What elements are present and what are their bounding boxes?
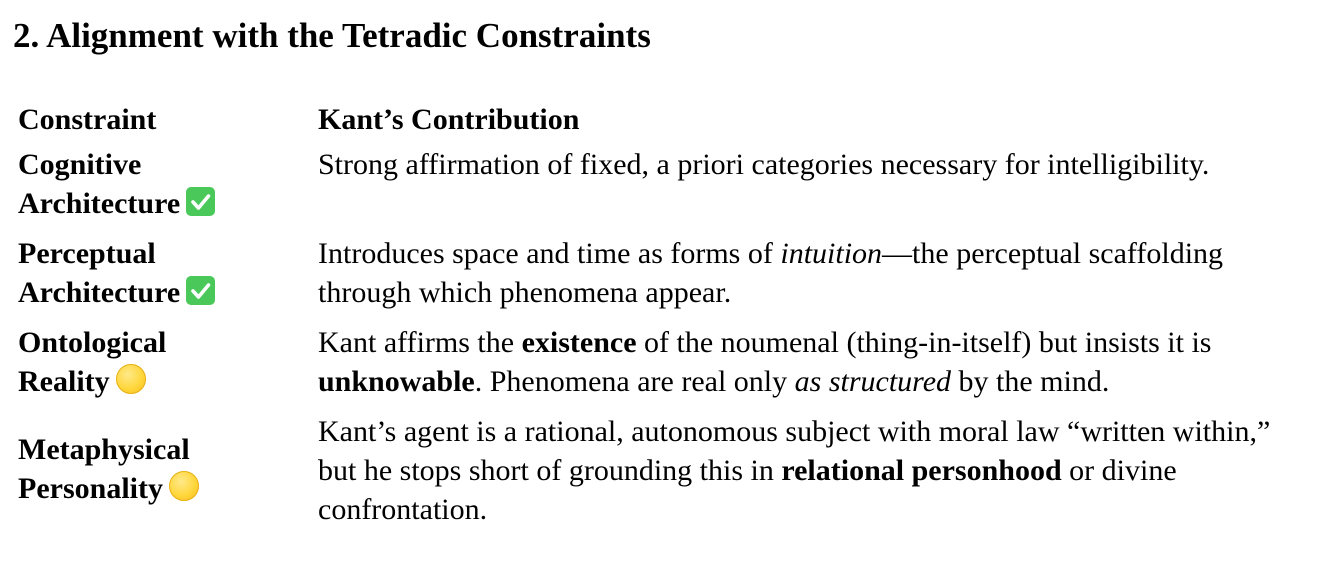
contribution-text-segment: intuition bbox=[780, 237, 883, 270]
contribution-text-segment: . Phenomena are real only bbox=[474, 365, 795, 398]
table-row bbox=[18, 145, 1308, 234]
header-constraint: Constraint bbox=[18, 103, 157, 136]
constraint-cell bbox=[18, 234, 318, 323]
contribution-text-segment: unknowable bbox=[318, 365, 475, 398]
table-row bbox=[18, 234, 1308, 323]
contribution-text-segment: or divine confrontation. bbox=[318, 454, 1177, 526]
constraints-table bbox=[18, 100, 1308, 540]
contribution-text-segment: of the noumenal (thing-in-itself) but insists it is bbox=[636, 326, 1212, 359]
contribution-text-segment: relational personhood bbox=[781, 454, 1062, 487]
contribution-cell bbox=[318, 145, 1308, 234]
constraint-cell bbox=[18, 323, 318, 412]
constraint-name-line1: Metaphysical bbox=[18, 433, 190, 466]
constraint-name-line2: Architecture bbox=[18, 187, 181, 220]
contribution-text-segment: Kant’s agent is a rational, autonomous subject with moral law “written within,” but he stops short of grounding this in bbox=[318, 415, 1271, 487]
constraint-name-line2: Architecture bbox=[18, 276, 181, 309]
contribution-text-segment: as structured bbox=[794, 365, 952, 398]
yellow-circle-icon bbox=[116, 364, 146, 394]
contribution-cell bbox=[318, 323, 1308, 412]
contribution-text-segment: Kant affirms the bbox=[318, 326, 522, 359]
constraint-name-line1: Cognitive bbox=[18, 148, 142, 181]
check-mark-icon bbox=[186, 276, 215, 305]
contribution-cell bbox=[318, 412, 1308, 540]
constraint-name-line2: Reality bbox=[18, 365, 110, 398]
section-heading: 2. Alignment with the Tetradic Constraints bbox=[13, 16, 651, 55]
table-header-row bbox=[18, 100, 1308, 145]
contribution-text-segment: Introduces space and time as forms of bbox=[318, 237, 781, 270]
contribution-cell bbox=[318, 234, 1308, 323]
header-contribution: Kant’s Contribution bbox=[318, 103, 580, 136]
constraint-cell bbox=[18, 145, 318, 234]
contribution-text-segment: by the mind. bbox=[951, 365, 1110, 398]
contribution-text-segment: existence bbox=[521, 326, 637, 359]
constraint-name-line2: Personality bbox=[18, 472, 163, 505]
constraint-cell bbox=[18, 412, 318, 540]
contribution-text-segment: Strong affirmation of fixed, a priori categories necessary for intelligibility. bbox=[318, 148, 1210, 181]
constraint-name-line1: Ontological bbox=[18, 326, 167, 359]
yellow-circle-icon bbox=[169, 471, 199, 501]
check-mark-icon bbox=[186, 187, 215, 216]
constraint-name-line1: Perceptual bbox=[18, 237, 156, 270]
contribution-text-segment: —the perceptual scaffolding through which phenomena appear. bbox=[318, 237, 1224, 309]
table-row bbox=[18, 412, 1308, 540]
table-row bbox=[18, 323, 1308, 412]
